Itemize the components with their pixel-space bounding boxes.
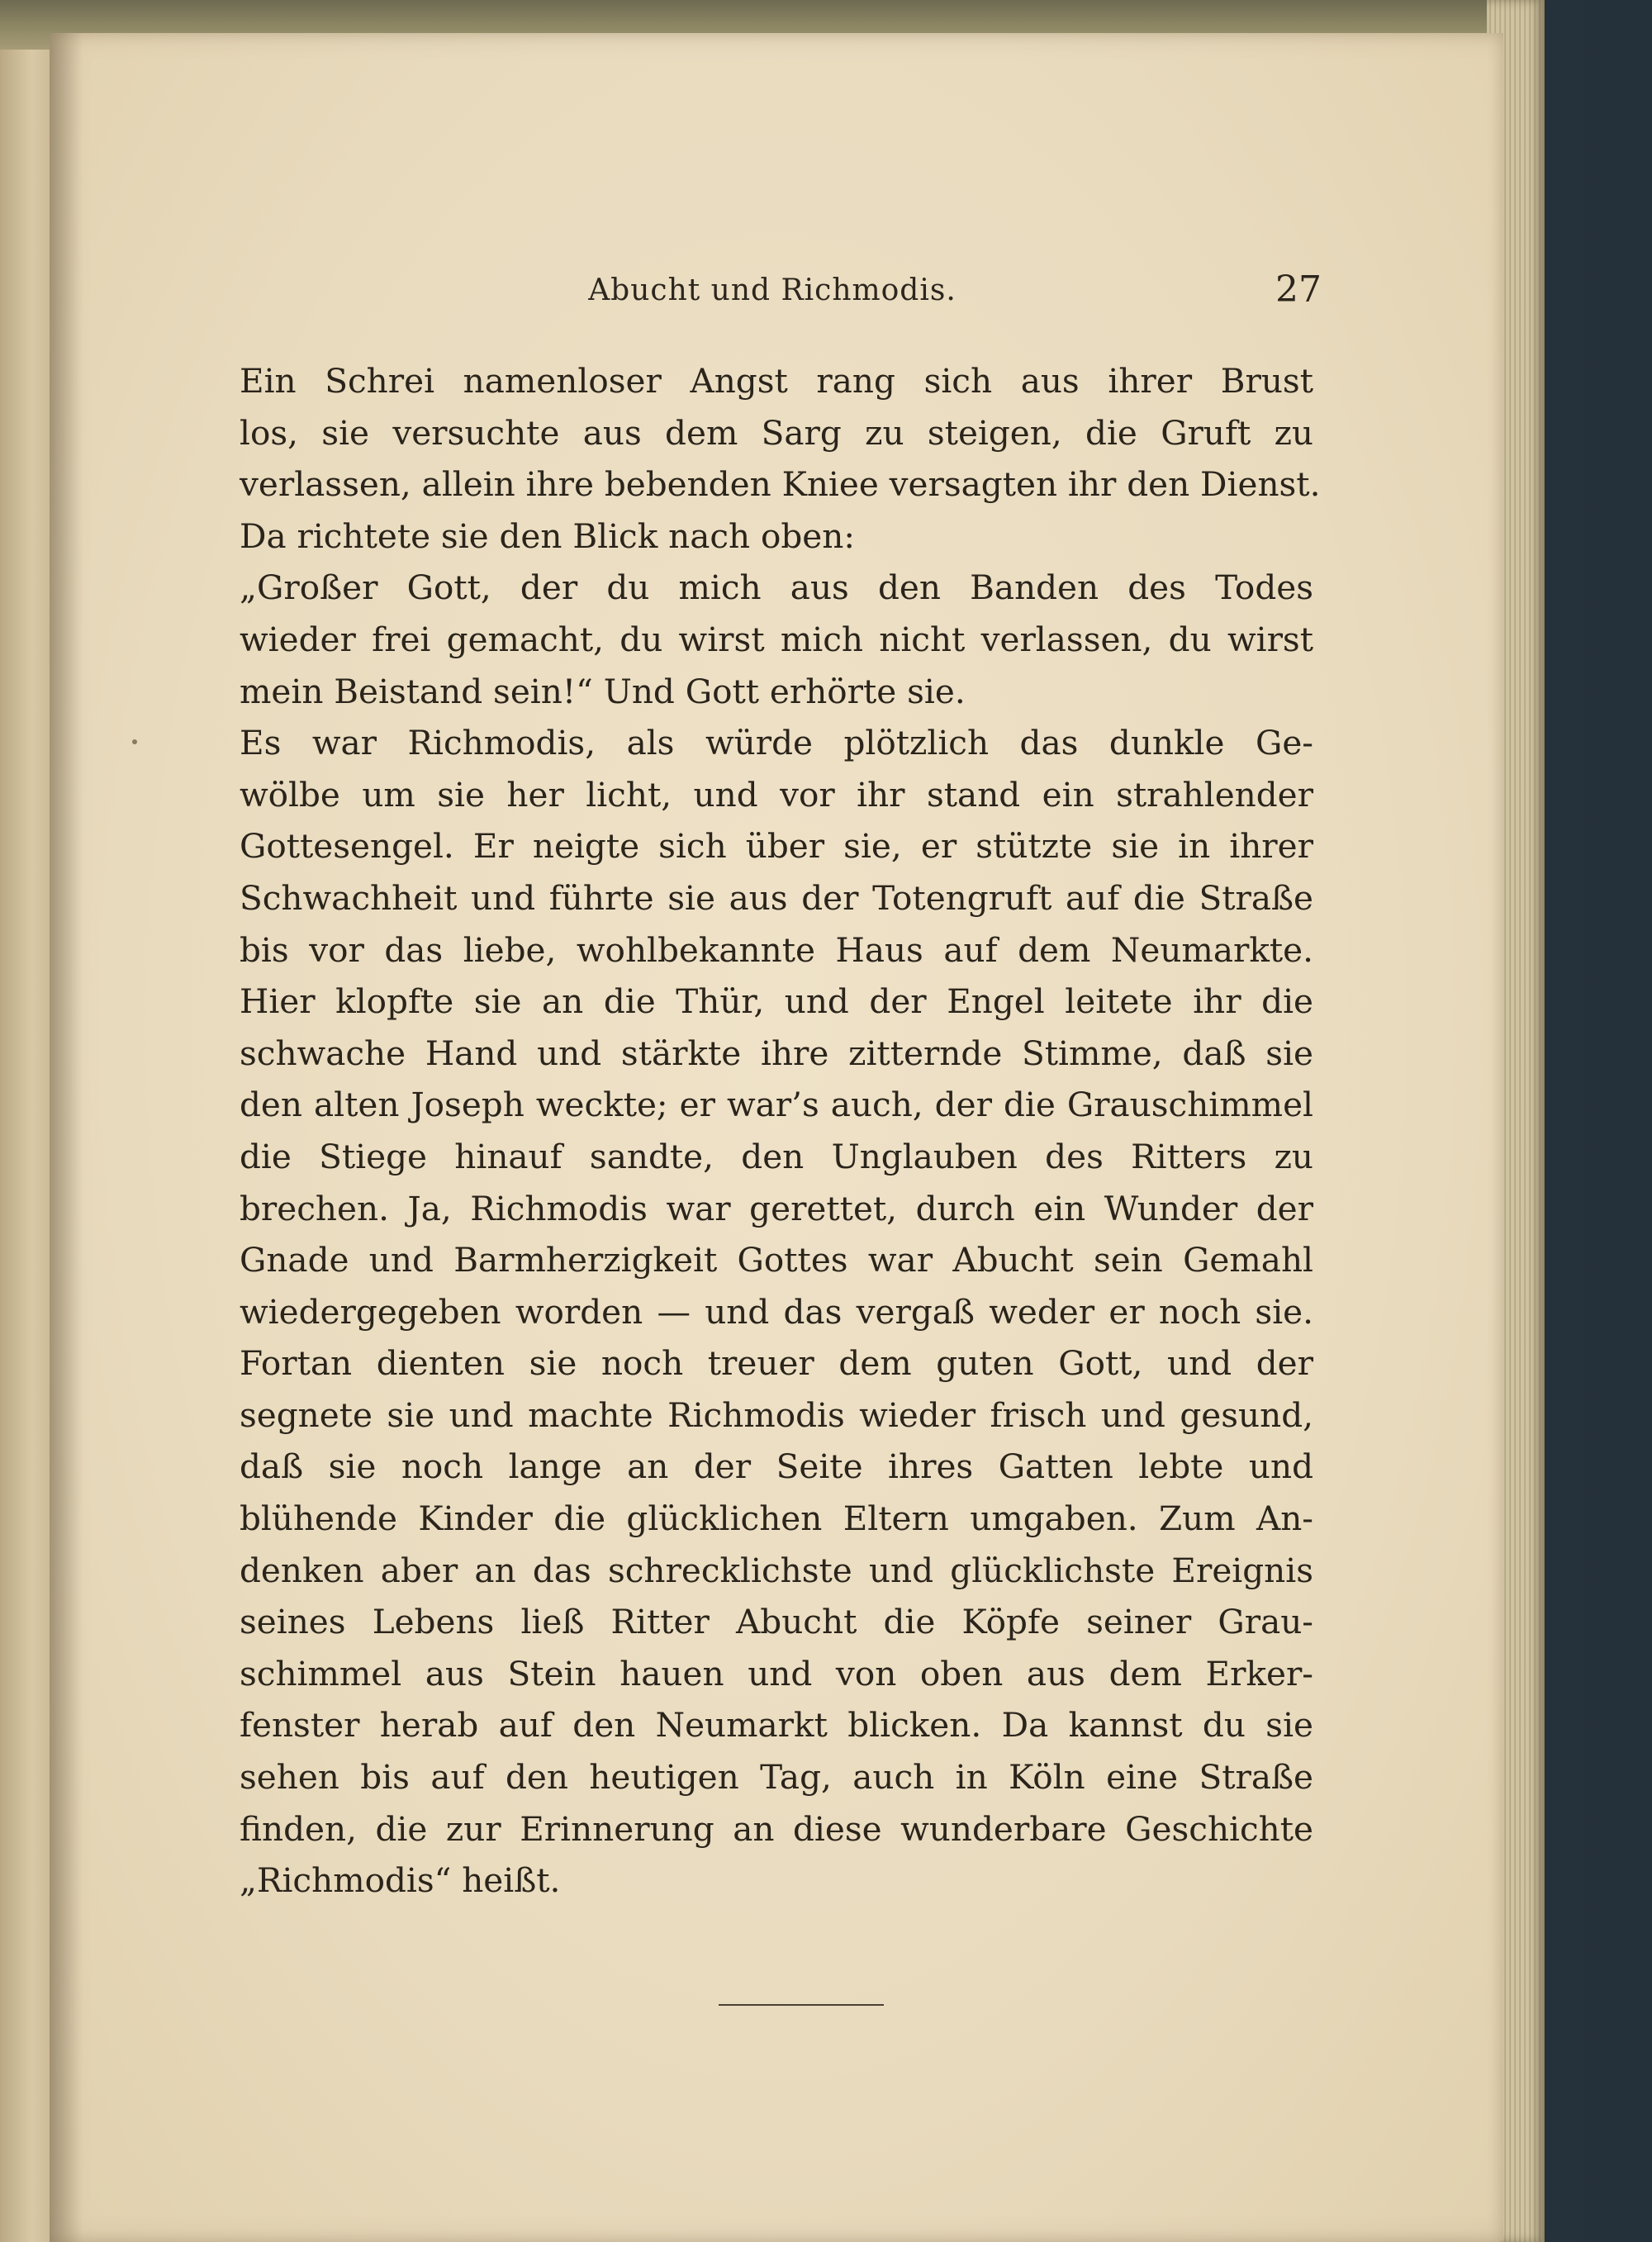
body-text: [240, 355, 1321, 1907]
text-line: schimmel aus Stein hauen und von oben aus dem Erker-: [240, 1653, 1313, 1693]
running-title: Abucht und Richmodis.: [588, 273, 957, 307]
text-line: finden, die zur Erinnerung an diese wunderbare Geschichte: [240, 1808, 1313, 1849]
text-line: Es war Richmodis, als würde plötzlich das dunkle Ge-: [240, 723, 1313, 763]
text-line: wiedergegeben worden — und das vergaß weder er noch sie.: [240, 1291, 1313, 1332]
text-line: segnete sie und machte Richmodis wieder frisch und gesund,: [240, 1394, 1313, 1435]
text-line: Ein Schrei namenloser Angst rang sich aus ihrer Brust: [240, 361, 1313, 401]
text-line: daß sie noch lange an der Seite ihres Gatten lebte und: [240, 1446, 1313, 1487]
text-line: blühende Kinder die glücklichen Eltern umgaben. Zum An-: [240, 1499, 1313, 1539]
text-line: mein Beistand sein!“ Und Gott erhörte sie.: [240, 671, 966, 711]
page-number: 27: [1275, 268, 1322, 311]
paper-speck: [132, 739, 137, 744]
text-line: denken aber an das schrecklichste und glücklichste Ereignis: [240, 1550, 1313, 1590]
text-line: fenster herab auf den Neumarkt blicken. Da kannst du sie: [240, 1705, 1313, 1746]
text-line: seines Lebens ließ Ritter Abucht die Köpfe seiner Grau-: [240, 1602, 1313, 1642]
text-line: den alten Joseph weckte; er war’s auch, der die Grauschimmel: [240, 1085, 1313, 1125]
text-line: die Stiege hinauf sandte, den Unglauben des Ritters zu: [240, 1136, 1313, 1176]
text-line: Gottesengel. Er neigte sich über sie, er stützte sie in ihrer: [240, 826, 1313, 867]
text-line: Schwachheit und führte sie aus der Totengruft auf die Straße: [240, 877, 1313, 918]
text-line: „Richmodis“ heißt.: [240, 1860, 561, 1901]
end-rule: [719, 2004, 884, 2006]
text-line: brechen. Ja, Richmodis war gerettet, durch ein Wunder der: [240, 1188, 1313, 1228]
text-line: Hier klopfte sie an die Thür, und der Engel leitete ihr die: [240, 981, 1313, 1022]
text-line: Gnade und Barmherzigkeit Gottes war Abucht sein Gemahl: [240, 1240, 1313, 1280]
text-line: „Großer Gott, der du mich aus den Banden des Todes: [240, 568, 1313, 608]
text-line: schwache Hand und stärkte ihre zitternde Stimme, daß sie: [240, 1033, 1313, 1073]
text-line: Da richtete sie den Blick nach oben:: [240, 515, 855, 556]
text-line: Fortan dienten sie noch treuer dem guten Gott, und der: [240, 1343, 1313, 1384]
text-line: wölbe um sie her licht, und vor ihr stand ein strahlender: [240, 774, 1313, 815]
gutter-shadow: [50, 33, 83, 2242]
text-line: verlassen, allein ihre bebenden Kniee versagten ihr den Dienst.: [240, 464, 1321, 505]
text-line: bis vor das liebe, wohlbekannte Haus auf dem Neumarkte.: [240, 929, 1313, 970]
text-line: sehen bis auf den heutigen Tag, auch in Köln eine Straße: [240, 1757, 1313, 1798]
text-line: los, sie versuchte aus dem Sarg zu steigen, die Gruft zu: [240, 412, 1313, 453]
book-page: [50, 33, 1503, 2242]
text-line: wieder frei gemacht, du wirst mich nicht verlassen, du wirst: [240, 619, 1313, 659]
running-head: [223, 268, 1322, 318]
